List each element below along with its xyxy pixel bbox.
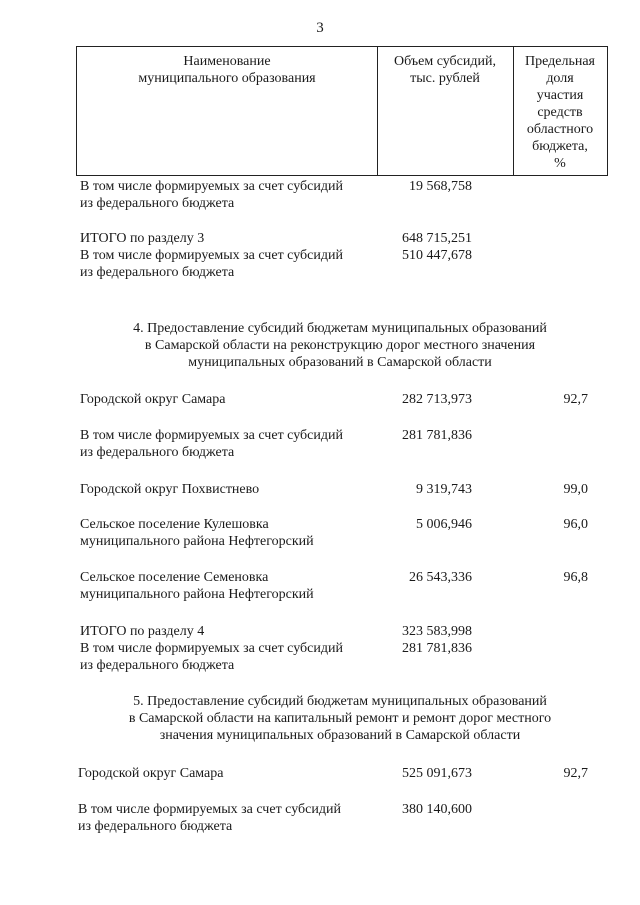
row-value: 510 447,678 bbox=[402, 248, 472, 263]
header-name-text: Наименование муниципального образования bbox=[138, 54, 316, 86]
section-5-title: 5. Предоставление субсидий бюджетам муниципальных образований в Самарской области на капитальный ремонт и ремонт дорог местного значения муниципальных образований в Самарской области bbox=[128, 694, 552, 743]
row-value: 281 781,836 bbox=[402, 641, 472, 656]
row-label: В том числе формируемых за счет субсидий из федерального бюджета bbox=[80, 641, 343, 673]
row-label: В том числе формируемых за счет субсидий из федерального бюджета bbox=[80, 248, 343, 280]
row-percent: 96,0 bbox=[563, 517, 588, 532]
total-value: 323 583,998 bbox=[402, 624, 472, 639]
row-percent: 96,8 bbox=[563, 570, 588, 585]
header-share-text: Предельная доля участия средств областного бюджета, % bbox=[525, 54, 595, 171]
section-4-title: 4. Предоставление субсидий бюджетам муниципальных образований в Самарской области на реконструкцию дорог местного значения муниципальных образований в Самарской области bbox=[133, 321, 547, 370]
row-value: 9 319,743 bbox=[416, 482, 472, 497]
row-label: Сельское поселение Семеновка муниципального района Нефтегорский bbox=[80, 570, 314, 602]
row-label: Сельское поселение Кулешовка муниципального района Нефтегорский bbox=[80, 517, 314, 549]
row-label: Городской округ Самара bbox=[78, 766, 224, 781]
total-value: 648 715,251 bbox=[402, 231, 472, 246]
row-value: 380 140,600 bbox=[402, 802, 472, 817]
row-value: 282 713,973 bbox=[402, 392, 472, 407]
row-value: 525 091,673 bbox=[402, 766, 472, 781]
header-cell-amount bbox=[377, 47, 514, 175]
header-cell-share bbox=[513, 47, 607, 175]
row-label: В том числе формируемых за счет субсидий из федерального бюджета bbox=[78, 802, 341, 834]
header-cell-name bbox=[77, 47, 378, 175]
row-value: 5 006,946 bbox=[416, 517, 472, 532]
row-percent: 99,0 bbox=[563, 482, 588, 497]
row-label: В том числе формируемых за счет субсидий из федерального бюджета bbox=[80, 428, 343, 460]
total-label: ИТОГО по разделу 3 bbox=[80, 231, 205, 246]
row-value: 281 781,836 bbox=[402, 428, 472, 443]
row-label: В том числе формируемых за счет субсидий из федерального бюджета bbox=[80, 179, 343, 211]
table-header bbox=[76, 46, 608, 176]
header-amount-text: Объем субсидий, тыс. рублей bbox=[394, 54, 496, 86]
total-label: ИТОГО по разделу 4 bbox=[80, 624, 205, 639]
row-label: Городской округ Самара bbox=[80, 392, 226, 407]
row-percent: 92,7 bbox=[563, 392, 588, 407]
page-number: 3 bbox=[316, 20, 324, 36]
row-value: 26 543,336 bbox=[409, 570, 472, 585]
row-label: Городской округ Похвистнево bbox=[80, 482, 260, 497]
row-percent: 92,7 bbox=[563, 766, 588, 781]
row-value: 19 568,758 bbox=[409, 179, 472, 194]
